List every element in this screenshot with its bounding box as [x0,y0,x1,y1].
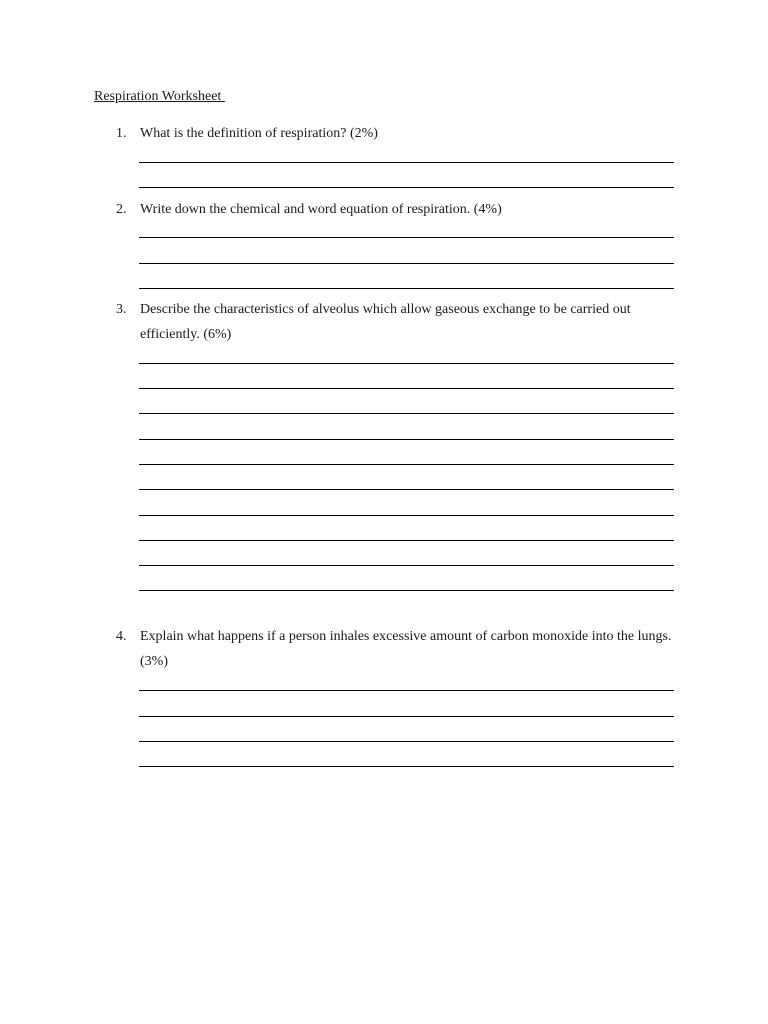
question-number: 3. [116,302,127,317]
answer-line[interactable] [139,288,674,289]
question-text: What is the definition of respiration? (2%) [140,126,378,141]
answer-line[interactable] [139,489,674,490]
answer-line[interactable] [139,766,674,767]
answer-line[interactable] [139,464,674,465]
question-text: Describe the characteristics of alveolus which allow gaseous exchange to be carried out efficiently. (6%) [140,302,631,342]
page-title: Respiration Worksheet [94,89,225,104]
answer-line[interactable] [139,439,674,440]
answer-line[interactable] [139,741,674,742]
answer-line[interactable] [139,162,674,163]
question-number: 2. [116,202,127,217]
question-number: 4. [116,629,127,644]
answer-line[interactable] [139,515,674,516]
answer-line[interactable] [139,187,674,188]
answer-line[interactable] [139,263,674,264]
question-text: Write down the chemical and word equation of respiration. (4%) [140,202,502,217]
answer-line[interactable] [139,565,674,566]
answer-line[interactable] [139,388,674,389]
answer-line[interactable] [139,716,674,717]
answer-line[interactable] [139,363,674,364]
answer-line[interactable] [139,540,674,541]
answer-line[interactable] [139,590,674,591]
answer-line[interactable] [139,690,674,691]
answer-line[interactable] [139,413,674,414]
question-number: 1. [116,126,127,141]
question-text: Explain what happens if a person inhales excessive amount of carbon monoxide into the lungs. (3%) [140,629,672,669]
answer-line[interactable] [139,237,674,238]
